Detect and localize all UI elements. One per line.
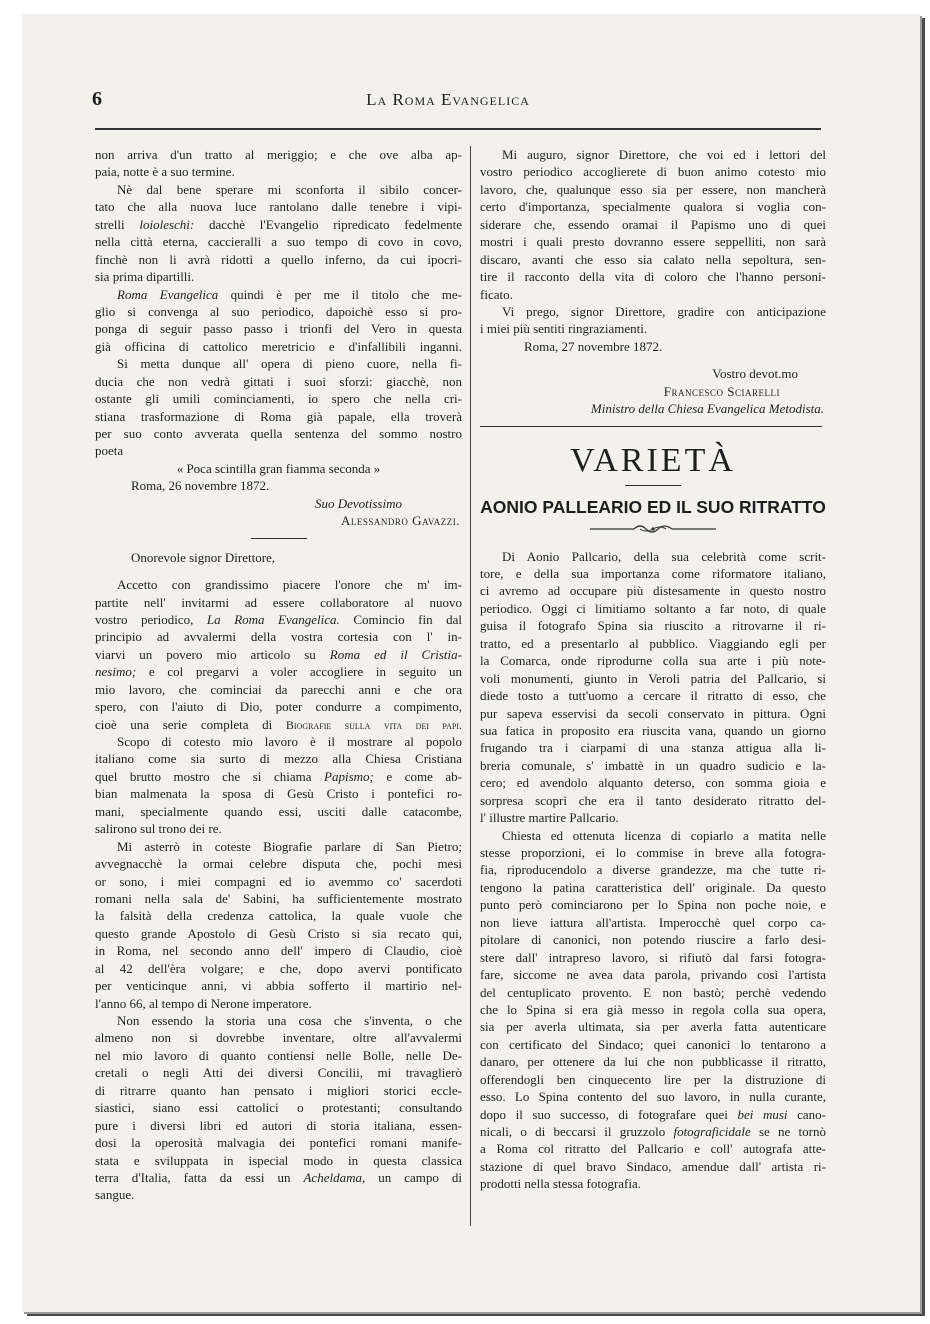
text-line: pitolare di canonici, non potendo riuscire a farlo desi-	[480, 932, 826, 948]
page-number: 6	[92, 88, 102, 110]
text-line: nella città eterna, caccieralli a suo tempo di covo in covo,	[95, 234, 462, 250]
text-run: terra d'Italia, fatta da essi un	[95, 1169, 304, 1185]
separator-rule	[480, 426, 822, 427]
text-line: spero, con l'aiuto di Dio, poter condurre a compimento,	[95, 699, 462, 715]
text-run: nicali, o di beccarsi il gruzzolo	[480, 1124, 674, 1139]
text-line: mostri i quali presto dovranno essere seppelliti, non sarà	[480, 234, 826, 250]
text-line: sia per averla ultimata, sia per averla fatta autenticare	[480, 1019, 826, 1035]
text-line: questo grande Apostolo di Gesù Cristo si sia recato qui,	[95, 925, 462, 941]
text-line: l'anno 66, al tempo di Nerone imperatore.	[95, 995, 312, 1011]
text-line: ci avremo ad occupare più distesamente in questo nostro	[480, 583, 826, 599]
text-line: paia, notte è a suo termine.	[95, 164, 235, 180]
text-line	[480, 1123, 826, 1140]
text-line: sorpresa scoprì che era il tanto desiderato ritratto del-	[480, 792, 826, 808]
text-line: ostante gli umili cominciamenti, io spero che nella cri-	[95, 391, 462, 407]
text-line	[480, 1106, 826, 1123]
column-divider	[470, 146, 471, 1226]
text-line: siastici, siano essi cattolici o protestanti; consultando	[95, 1100, 462, 1116]
text-run: un campo di	[365, 1169, 462, 1185]
text-line: ponga di seguir passo passo i trionfi del Vero in questa	[95, 321, 462, 337]
text-line	[95, 1169, 462, 1186]
spacer	[95, 566, 462, 576]
poem-quote: « Poca scintilla gran fiamma seconda »	[176, 460, 381, 476]
text-line: poeta	[95, 443, 124, 459]
text-line: finchè non li avrà ridotti a quello inferno, da cui ipocri-	[95, 251, 462, 267]
italic-run: fotograficidale	[673, 1124, 751, 1139]
text-line: principio ad avvalermi della vostra cortesia con l' in-	[95, 629, 462, 645]
section-title: VARIETÀ	[570, 441, 736, 479]
text-line: bian malmenata la sposa di Gesù Cristo i pontefici ro-	[95, 786, 462, 802]
text-line: stesse proporzioni, ei lo commise in breve alla fotogra-	[480, 845, 826, 860]
text-line: a Roma col ritratto del Pallcario e coll' autografa atte-	[480, 1141, 826, 1157]
text-line: Accetto con grandissimo piacere l'onore che m' im-	[117, 577, 462, 593]
text-line	[95, 286, 462, 303]
text-line: Nè dal bene sperare mi sconforta il sibilo concer-	[117, 181, 462, 197]
text-line: stere dall' intrapreso lavoro, si rifiutò dal farsi fotogra-	[480, 949, 826, 965]
text-line	[95, 646, 462, 663]
text-line: ficato.	[480, 286, 513, 302]
text-line: danaro, per ottenere da lui che non pubblicasse il ritratto,	[480, 1054, 826, 1070]
text-line: per suo conto avverata quella sentenza del sommo nostro	[95, 426, 462, 441]
italic-run: loioleschi:	[139, 216, 195, 232]
text-line: discaro, avanti che esso sia calato nella sepoltura, sen-	[480, 251, 826, 267]
letter-signature: Francesco Sciarelli	[663, 383, 780, 399]
italic-run: Acheldama,	[303, 1169, 366, 1185]
text-line: Mi auguro, signor Direttore, che voi ed i lettori del	[502, 147, 826, 162]
text-line: pur sapeva esservisi da secoli conservato in pittura. Ogni	[480, 705, 826, 721]
text-line: fia, riproducendolo a diverse grandezze, ma che tutte ri-	[480, 862, 826, 878]
text-line: Vi prego, signor Direttore, gradire con anticipazione	[502, 303, 826, 319]
text-line: al 42 dell'èra volgare; e che, dopo avervi pontificato	[95, 960, 462, 976]
text-line: almeno non si dovrebbe inventare, oltre all'avvalermi	[95, 1030, 462, 1046]
salutation: Onorevole signor Direttore,	[131, 549, 276, 565]
text-line: la Comarca, onde riprodurne colla sua arte i più note-	[480, 653, 826, 669]
header-rule	[95, 128, 821, 130]
text-run: quindi è per me il titolo che me-	[218, 286, 462, 302]
text-line	[95, 716, 462, 733]
text-line: mio lavoro, che cominciai da parecchi anni e che ora	[95, 681, 462, 697]
text-line: per venticinque anni, vi abbia sofferto il martirio nel-	[95, 978, 462, 994]
text-line: tire il racconto della vita di coloro che l'hanno personi-	[480, 269, 826, 285]
text-line: tengono la patina caratteristica dell' originale. Da questo	[480, 879, 826, 895]
text-line: che lo Spina si era già messo in regola colla sua opera,	[480, 1001, 826, 1017]
text-line: mani, specialmente quando essi, usciti dalle catacombe,	[95, 803, 462, 819]
text-run: viarvi un povero mio articolo su	[95, 646, 330, 662]
text-line: or sono, i miei compagni ed io avemmo co' sacerdoti	[95, 873, 462, 889]
text-line: tore, e della sua importanza come riformatore italiano,	[480, 566, 826, 581]
letter-date: Roma, 27 novembre 1872.	[524, 338, 663, 354]
text-line: fare, siccome ne avea data parola, privando così l'artista	[480, 967, 826, 983]
text-line: lavoro, che, qualunque esso sia per essere, non mancherà	[480, 181, 826, 197]
left-column	[95, 146, 462, 1204]
text-line	[95, 611, 462, 628]
text-line	[95, 663, 462, 680]
text-line: non lieve iattura all'artista. Imperocchè quel corpo ca-	[480, 914, 826, 930]
text-line: sia prima dipartilli.	[95, 269, 195, 285]
text-line: Chiesta ed ottenuta licenza di copiarlo a matita nelle	[502, 827, 826, 843]
text-line: i miei più sentiti ringraziamenti.	[480, 321, 648, 337]
text-line: di ritrarre quanto han pensato i migliori storici eccle-	[95, 1082, 462, 1098]
text-run: dopo il suo successo, di fotografare quei	[480, 1106, 738, 1122]
text-line: diede tosto a tutt'uomo a cercare il ritratto di esso, che	[480, 688, 826, 704]
text-line: cretali o negli Atti dei diversi Concilii, mi travaglierò	[95, 1065, 462, 1081]
text-line: avvegnacchè la ormai celebre disputa che, pochi mesi	[95, 856, 462, 872]
journal-title: La Roma Evangelica	[366, 90, 530, 109]
text-line: glio si convenga al suo periodico, dapoichè esso si pro-	[95, 303, 462, 319]
text-line: voli monumenti, giunto in Veroli patria del Pallcario, si	[480, 670, 826, 686]
text-line: punto però cominciarono per lo Spina non poche noie, e	[480, 897, 826, 913]
text-line: esso. Lo Spina contento del suo lavoro, in nulla curante,	[480, 1089, 826, 1105]
letter-date: Roma, 26 novembre 1872.	[131, 478, 270, 494]
running-head	[82, 82, 814, 112]
article-title: AONIO PALLEARIO ED IL SUO RITRATTO	[480, 496, 826, 517]
text-line: siderare che, essendo oramai il Papismo uno di quei	[480, 216, 826, 232]
text-line: nel mio lavoro di quanto contiensi nelle Bolle, nelle De-	[95, 1047, 462, 1063]
text-line: tratto, ed a presentarlo al pubblico. Viaggiando egli per	[480, 635, 826, 651]
ornament-flourish-icon	[588, 522, 718, 536]
text-line: ducia che non vedrà gittati i suoi sforzi: giacchè, non	[95, 373, 462, 389]
letter-closing: Vostro devot.mo	[712, 366, 798, 382]
text-line: offerendogli ben cinquecento lire per la distruzione di	[480, 1071, 826, 1087]
text-line	[95, 216, 462, 233]
right-column	[480, 146, 826, 1193]
text-run: cioè una serie completa di	[95, 716, 286, 732]
text-line: in Roma, nel secondo anno dell' impero di Claudio, cioè	[95, 943, 462, 959]
text-line: Di Aonio Pallcario, della sua celebrità come scrit-	[502, 548, 826, 564]
separator-rule	[251, 538, 307, 539]
text-run: quel brutto mostro che si chiama	[95, 768, 325, 784]
text-run: strelli	[95, 216, 140, 232]
italic-run: Roma Evangelica	[117, 286, 219, 302]
text-line: italiano come sia surto di mezzo alla Chiesa Cristiana	[95, 751, 462, 767]
text-line: sua fatica in proposito era riuscita vana, quando un giorno	[480, 722, 826, 738]
text-run: e come ab-	[373, 768, 462, 784]
italic-run: Papismo;	[324, 768, 374, 784]
text-line: guisa il fotografo Spina sia riuscito a ritrovarne il ri-	[480, 618, 826, 634]
text-line	[95, 768, 462, 785]
text-line: frugando tra i ciarpami di una stanza attigua alla li-	[480, 740, 826, 756]
text-line: breria comunale, s' imbattè in un quadro sudicio e la-	[480, 757, 826, 773]
text-run: se ne tornò	[750, 1124, 826, 1139]
text-line: Si metta dunque all' opera di pieno cuore, nella fi-	[117, 356, 462, 372]
text-line: vostro periodico accoglierete di buon animo cotesto mio	[480, 164, 826, 180]
text-line: Mi asterrò in coteste Biografie parlare di San Pietro;	[117, 838, 462, 854]
text-line: certo d'importanza, specialmente qualora si voglia con-	[480, 199, 826, 215]
letter-closing: Suo Devotissimo	[314, 495, 402, 511]
text-run: e col pregarvi a voler accogliere in seguito un	[136, 664, 462, 680]
text-line: romani nella sala de' Sabini, ha sufficientemente mostrato	[95, 890, 462, 906]
section-rule	[625, 485, 681, 486]
text-line: con certificato del Sindaco; quei canonici lo tentarono a	[480, 1036, 826, 1052]
italic-run: nesimo;	[95, 664, 137, 680]
text-line: tato che alla nuova luce rantolano dalle tenebre i vipi-	[95, 199, 462, 215]
signer-affiliation: Ministro della Chiesa Evangelica Metodista.	[590, 401, 824, 417]
text-line: l' illustre martire Pallcario.	[480, 810, 619, 826]
italic-run: Roma ed il Cristia-	[329, 646, 462, 662]
italic-run: La Roma Evangelica.	[206, 611, 340, 627]
text-line: stata e sviluppata in ispecial modo in questa classica	[95, 1152, 462, 1168]
text-line: partite nell' invitarmi ad essere collaboratore al nuovo	[95, 594, 462, 610]
text-run: cano-	[787, 1106, 826, 1122]
text-line: dosi la operosità malvagia dei pontefici romani manife-	[95, 1135, 462, 1151]
text-line: pure i diversi libri ed autori di storia italiana, essen-	[95, 1117, 462, 1133]
text-run: dacchè l'Evangelio ripredicato fedelmente	[194, 216, 462, 232]
text-line: Scopo di cotesto mio lavoro è il mostrare al popolo	[117, 734, 462, 749]
italic-run: bei musi	[737, 1106, 788, 1122]
text-line: Non essendo la storia una cosa che s'inventa, o che	[117, 1013, 462, 1028]
text-line: stiana trasformazione di Roma già papale, ella troverà	[95, 408, 462, 424]
text-run: vostro periodico,	[95, 611, 207, 627]
smallcaps-run: Biografie sulla vita dei papi.	[285, 717, 462, 732]
text-line: prodotti nella stessa fotografia.	[480, 1176, 642, 1192]
text-line: cero; ed avendolo alquanto deterso, con somma gioia e	[480, 775, 826, 791]
spacer	[480, 355, 826, 365]
letter-signature: Alessandro Gavazzi.	[341, 513, 460, 529]
text-line: periodico. Oggi ci limitiamo soltanto a far noto, di quale	[480, 600, 826, 616]
text-line: del centuplicato provento. E non bastò; perchè vedendo	[480, 984, 826, 1000]
text-line: non arriva d'un tratto al meriggio; e che ove alba ap-	[95, 147, 462, 162]
text-line: sangue.	[95, 1187, 135, 1203]
text-line: salirono sul trono dei re.	[95, 821, 222, 837]
text-run: Comincio fin dal	[339, 611, 462, 627]
text-line: stazione di quel bravo Sindaco, amendue dall' artista ri-	[480, 1158, 826, 1174]
text-line: la falsità della credenza cattolica, la quale vuole che	[95, 908, 462, 924]
text-line: già officina di cattolico meretricio e d'infallibili inganni.	[95, 338, 462, 354]
